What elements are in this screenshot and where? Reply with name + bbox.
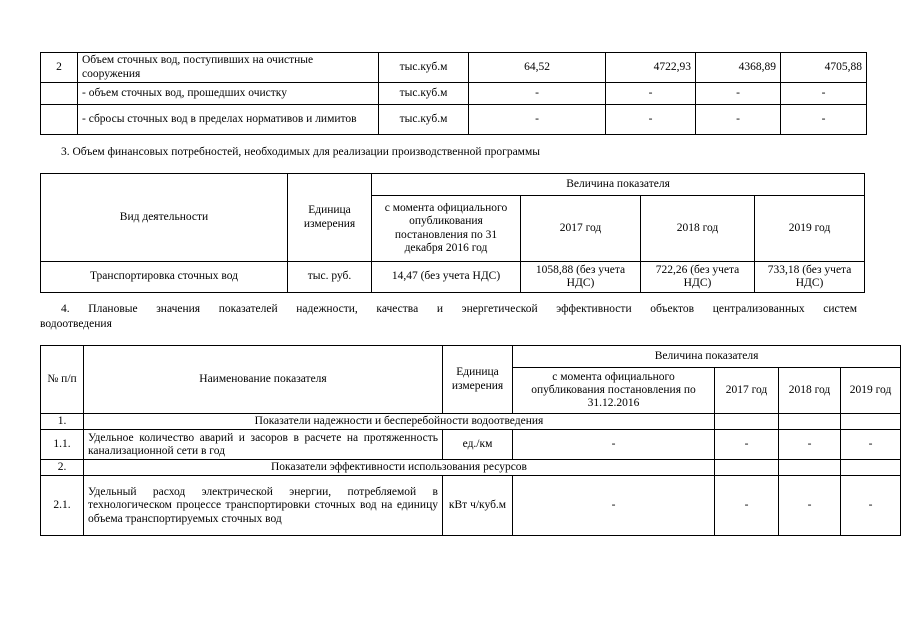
table-row [41,83,867,105]
value-cell: 14,47 (без учета НДС) [372,262,521,293]
indicator-name: - объем сточных вод, прошедших очистку [78,83,379,105]
value-cell: 733,18 (без учета НДС) [755,262,865,293]
section-4-heading-cont: водоотведения [40,318,112,330]
header-2017: 2017 год [521,196,641,262]
indicator-name: Удельное количество аварий и засоров в расчете на протяженность канализационной сети в год [84,430,443,460]
value-cell: 4368,89 [696,53,781,83]
header-2018: 2018 год [779,368,841,414]
empty-cell [715,460,779,476]
header-activity: Вид деятельности [41,174,288,262]
table-row [41,262,865,293]
value-cell: - [841,476,901,536]
unit-cell: тыс. руб. [288,262,372,293]
header-unit: Единица измерения [288,174,372,262]
empty-cell [779,414,841,430]
header-2019: 2019 год [755,196,865,262]
table-financial-needs [40,173,865,293]
value-cell: - [715,430,779,460]
table-row [41,476,901,536]
group-number: 1. [41,414,84,430]
value-cell: - [779,476,841,536]
table-row [41,53,867,83]
row-number: 2 [41,53,78,83]
value-cell: - [469,83,606,105]
value-cell: - [715,476,779,536]
group-row [41,460,901,476]
row-number: 2.1. [41,476,84,536]
table-reliability-indicators [40,345,901,536]
header-from-publication: с момента официального опубликования постановления по 31 декабря 2016 год [372,196,521,262]
value-cell: - [781,105,867,135]
row-number [41,83,78,105]
section-4-heading: 4. Плановые значения показателей надежности, качества и энергетической эффективности объектов централизованных систем [61,303,857,315]
table-wastewater-volume [40,52,867,135]
value-cell: - [513,476,715,536]
empty-cell [779,460,841,476]
header-num: № п/п [41,346,84,414]
value-cell: - [469,105,606,135]
header-row [41,346,901,368]
value-cell: - [696,83,781,105]
indicator-name: Объем сточных вод, поступивших на очистные сооружения [78,53,379,83]
unit-cell: кВт ч/куб.м [443,476,513,536]
indicator-name: Удельный расход электрической энергии, потребляемой в технологическом процессе транспортировки сточных вод на единицу объема транспортируемых сточных вод [84,476,443,536]
header-from-publication: с момента официального опубликования постановления по 31.12.2016 [513,368,715,414]
group-title: Показатели надежности и бесперебойности водоотведения [84,414,715,430]
header-2018: 2018 год [641,196,755,262]
unit-cell: тыс.куб.м [379,105,469,135]
value-cell: 4722,93 [606,53,696,83]
header-unit: Единица измерения [443,346,513,414]
value-cell: - [779,430,841,460]
header-value: Величина показателя [513,346,901,368]
group-title: Показатели эффективности использования ресурсов [84,460,715,476]
empty-cell [841,414,901,430]
empty-cell [715,414,779,430]
value-cell: 722,26 (без учета НДС) [641,262,755,293]
empty-cell [841,460,901,476]
value-cell: - [781,83,867,105]
table-row [41,105,867,135]
row-number [41,105,78,135]
unit-cell: ед./км [443,430,513,460]
value-cell: - [841,430,901,460]
value-cell: 1058,88 (без учета НДС) [521,262,641,293]
header-name: Наименование показателя [84,346,443,414]
unit-cell: тыс.куб.м [379,53,469,83]
header-2019: 2019 год [841,368,901,414]
header-2017: 2017 год [715,368,779,414]
value-cell: 64,52 [469,53,606,83]
value-cell: 4705,88 [781,53,867,83]
value-cell: - [696,105,781,135]
table-row [41,430,901,460]
value-cell: - [606,105,696,135]
section-3-heading: 3. Объем финансовых потребностей, необходимых для реализации производственной программы [61,146,540,158]
group-number: 2. [41,460,84,476]
header-value: Величина показателя [372,174,865,196]
activity-name: Транспортировка сточных вод [41,262,288,293]
value-cell: - [606,83,696,105]
value-cell: - [513,430,715,460]
row-number: 1.1. [41,430,84,460]
group-row [41,414,901,430]
unit-cell: тыс.куб.м [379,83,469,105]
header-row [41,174,865,196]
indicator-name: - сбросы сточных вод в пределах нормативов и лимитов [78,105,379,135]
